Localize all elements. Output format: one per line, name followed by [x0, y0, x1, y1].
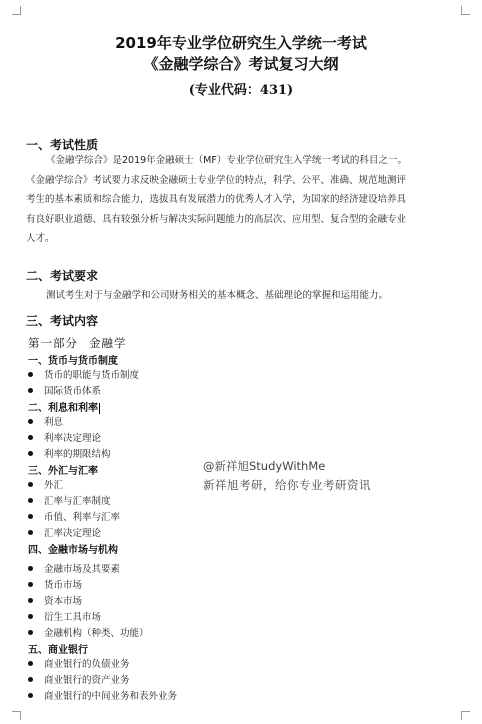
- list-item: 国际货币体系: [28, 383, 101, 397]
- paragraph-line: 测试考生对于与金融学和公司财务相关的基本概念、基础理论的掌握和运用能力。: [46, 290, 389, 301]
- list-item: 外汇: [28, 477, 63, 491]
- list-item: 商业银行的资产业务: [28, 672, 130, 686]
- subject-code: (专业代码：431): [188, 83, 294, 98]
- bullet-icon: [28, 388, 33, 393]
- section-heading-nature: 一、考试性质: [26, 138, 99, 152]
- watermark-handle: @新祥旭StudyWithMe: [203, 459, 326, 473]
- bullet-icon: [28, 451, 33, 456]
- group-heading: 五、商业银行: [28, 645, 88, 656]
- bullet-icon: [28, 677, 33, 682]
- list-item: 币值、利率与汇率: [28, 509, 120, 523]
- bullet-icon: [28, 598, 33, 603]
- list-item: 货币市场: [28, 577, 82, 591]
- group-heading: 一、货币与货币制度: [28, 356, 118, 367]
- bullet-icon: [28, 419, 33, 424]
- section-requirements-paragraph: [26, 286, 458, 306]
- paragraph-line: 人才。: [26, 233, 55, 244]
- bullet-icon: [28, 630, 33, 635]
- bullet-icon: [28, 614, 33, 619]
- list-item: 货币的职能与货币制度: [28, 367, 139, 381]
- list-item: 利率的期限结构: [28, 446, 111, 460]
- document-subtitle: 《金融学综合》考试复习大纲: [143, 55, 339, 73]
- section-nature-paragraph: [26, 151, 458, 249]
- paragraph-line: 有良好职业道德、具有较强分析与解决实际问题能力的高层次、应用型、复合型的金融专业: [26, 213, 407, 225]
- list-item: 金融市场及其要素: [28, 561, 120, 575]
- group-heading: 二、利息和利率: [28, 403, 98, 414]
- document-title: 2019年专业学位研究生入学统一考试: [115, 34, 367, 52]
- list-item: 汇率与汇率制度: [28, 493, 111, 507]
- list-item: 金融机构（种类、功能）: [28, 625, 149, 639]
- section-heading-content: 三、考试内容: [26, 314, 99, 328]
- section-heading-requirements: 二、考试要求: [26, 269, 99, 283]
- list-item: 商业银行的中间业务和表外业务: [28, 688, 177, 702]
- bullet-icon: [28, 530, 33, 535]
- page-corner-mark: [461, 711, 470, 720]
- bullet-icon: [28, 498, 33, 503]
- paragraph-line: 《金融学综合》考试要力求反映金融硕士专业学位的特点，科学、公平、准确、规范地测评: [26, 174, 407, 186]
- page-corner-mark: [461, 6, 470, 15]
- bullet-icon: [28, 482, 33, 487]
- bullet-icon: [28, 582, 33, 587]
- part-heading: [28, 335, 126, 351]
- part-label: 第一部分: [28, 336, 78, 350]
- group-heading: 四、金融市场与机构: [28, 545, 118, 556]
- list-item: 利息: [28, 414, 63, 428]
- page-corner-mark: [12, 711, 21, 720]
- list-item: 汇率决定理论: [28, 525, 101, 539]
- bullet-icon: [28, 514, 33, 519]
- bullet-icon: [28, 372, 33, 377]
- bullet-icon: [28, 661, 33, 666]
- list-item: 利率决定理论: [28, 430, 101, 444]
- paragraph-line: 《金融学综合》是2019年金融硕士（MF）专业学位研究生入学统一考试的科目之一。: [46, 155, 407, 166]
- bullet-icon: [28, 566, 33, 571]
- text-cursor: [99, 403, 100, 414]
- part-title: 金融学: [88, 336, 127, 350]
- list-item: 商业银行的负债业务: [28, 656, 130, 670]
- group-heading: 三、外汇与汇率: [28, 466, 98, 477]
- bullet-icon: [28, 693, 33, 698]
- list-item: 衍生工具市场: [28, 609, 101, 623]
- bullet-icon: [28, 435, 33, 440]
- list-item: 资本市场: [28, 593, 82, 607]
- paragraph-line: 考生的基本素质和综合能力，选拔具有发展潜力的优秀人才入学，为国家的经济建设培养具: [26, 194, 407, 205]
- watermark-slogan: 新祥旭考研，给你专业考研资讯: [203, 478, 371, 492]
- page-corner-mark: [12, 6, 21, 15]
